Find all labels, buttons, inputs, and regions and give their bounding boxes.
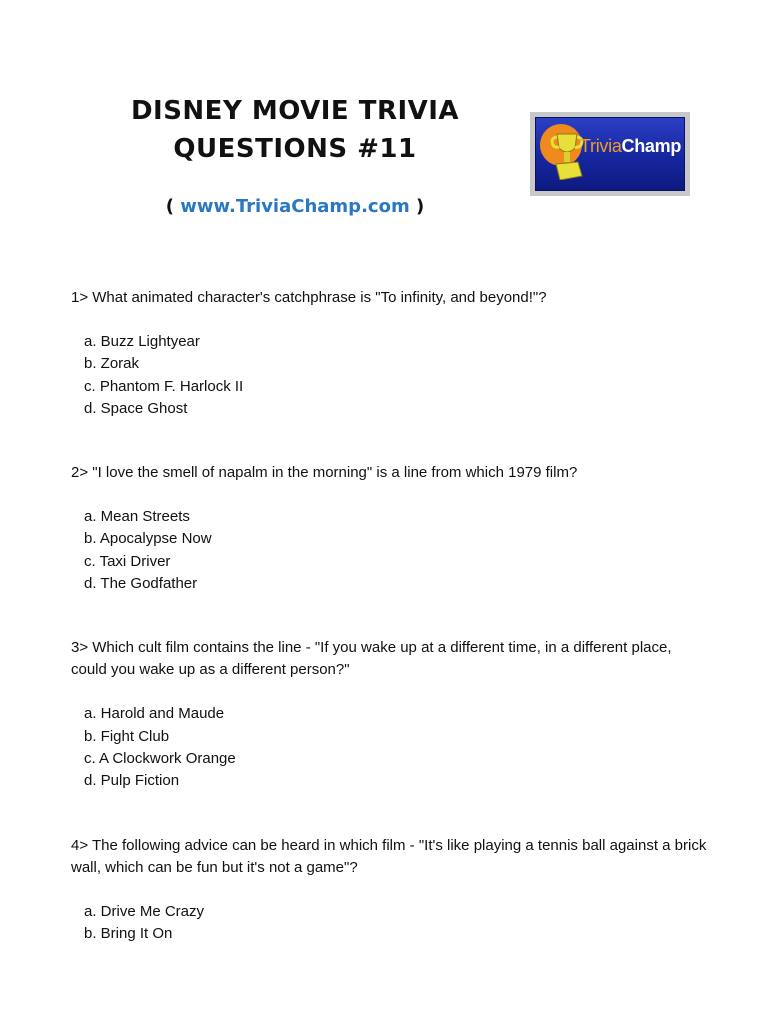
site-reference xyxy=(88,196,502,217)
answer-option: d. Pulp Fiction xyxy=(84,772,180,790)
title-line-2: QUESTIONS #11 xyxy=(173,134,417,164)
answer-option: a. Mean Streets xyxy=(84,508,190,526)
answer-option: a. Drive Me Crazy xyxy=(84,902,205,920)
logo-text-trivia: Trivia xyxy=(580,136,622,156)
answer-option: b. Fight Club xyxy=(84,727,170,745)
question-3 xyxy=(71,637,711,792)
site-open-paren: ( xyxy=(165,196,181,217)
answer-list xyxy=(71,703,711,792)
answer-list xyxy=(71,901,711,946)
question-text: 3> Which cult film contains the line - "If you wake up at a different time, in a different place, could you wake up as a different person?" xyxy=(71,639,672,679)
question-text: 4> The following advice can be heard in which film - "It's like playing a tennis ball against a brick wall, which can be fun but it's not a game"? xyxy=(71,836,707,876)
site-link[interactable]: www.TriviaChamp.com xyxy=(180,196,410,217)
question-4 xyxy=(71,835,711,946)
question-text: 1> What animated character's catchphrase is "To infinity, and beyond!"? xyxy=(71,289,547,306)
document-title xyxy=(88,92,502,168)
question-text: 2> "I love the smell of napalm in the morning" is a line from which 1979 film? xyxy=(71,464,578,482)
answer-option: c. A Clockwork Orange xyxy=(84,749,236,767)
site-close-paren: ) xyxy=(409,196,425,217)
answer-option: c. Taxi Driver xyxy=(84,552,171,570)
answer-option: a. Buzz Lightyear xyxy=(84,333,200,350)
logo-wordmark xyxy=(580,136,681,157)
logo-text-champ: Champ xyxy=(621,136,682,156)
triviachamp-logo xyxy=(530,112,690,196)
answer-option: a. Harold and Maude xyxy=(84,705,225,723)
answer-option: b. Bring It On xyxy=(84,924,173,942)
answer-option: d. The Godfather xyxy=(84,575,198,593)
question-list xyxy=(71,287,711,987)
question-2 xyxy=(71,462,711,595)
answer-option: b. Zorak xyxy=(84,355,140,373)
answer-option: b. Apocalypse Now xyxy=(84,530,212,548)
logo-banner xyxy=(535,117,685,191)
answer-option: d. Space Ghost xyxy=(84,399,188,417)
answer-option: c. Phantom F. Harlock II xyxy=(84,377,244,395)
answer-list xyxy=(71,506,711,595)
title-line-1: DISNEY MOVIE TRIVIA xyxy=(130,96,460,126)
question-1 xyxy=(71,287,711,420)
answer-list xyxy=(71,331,711,420)
